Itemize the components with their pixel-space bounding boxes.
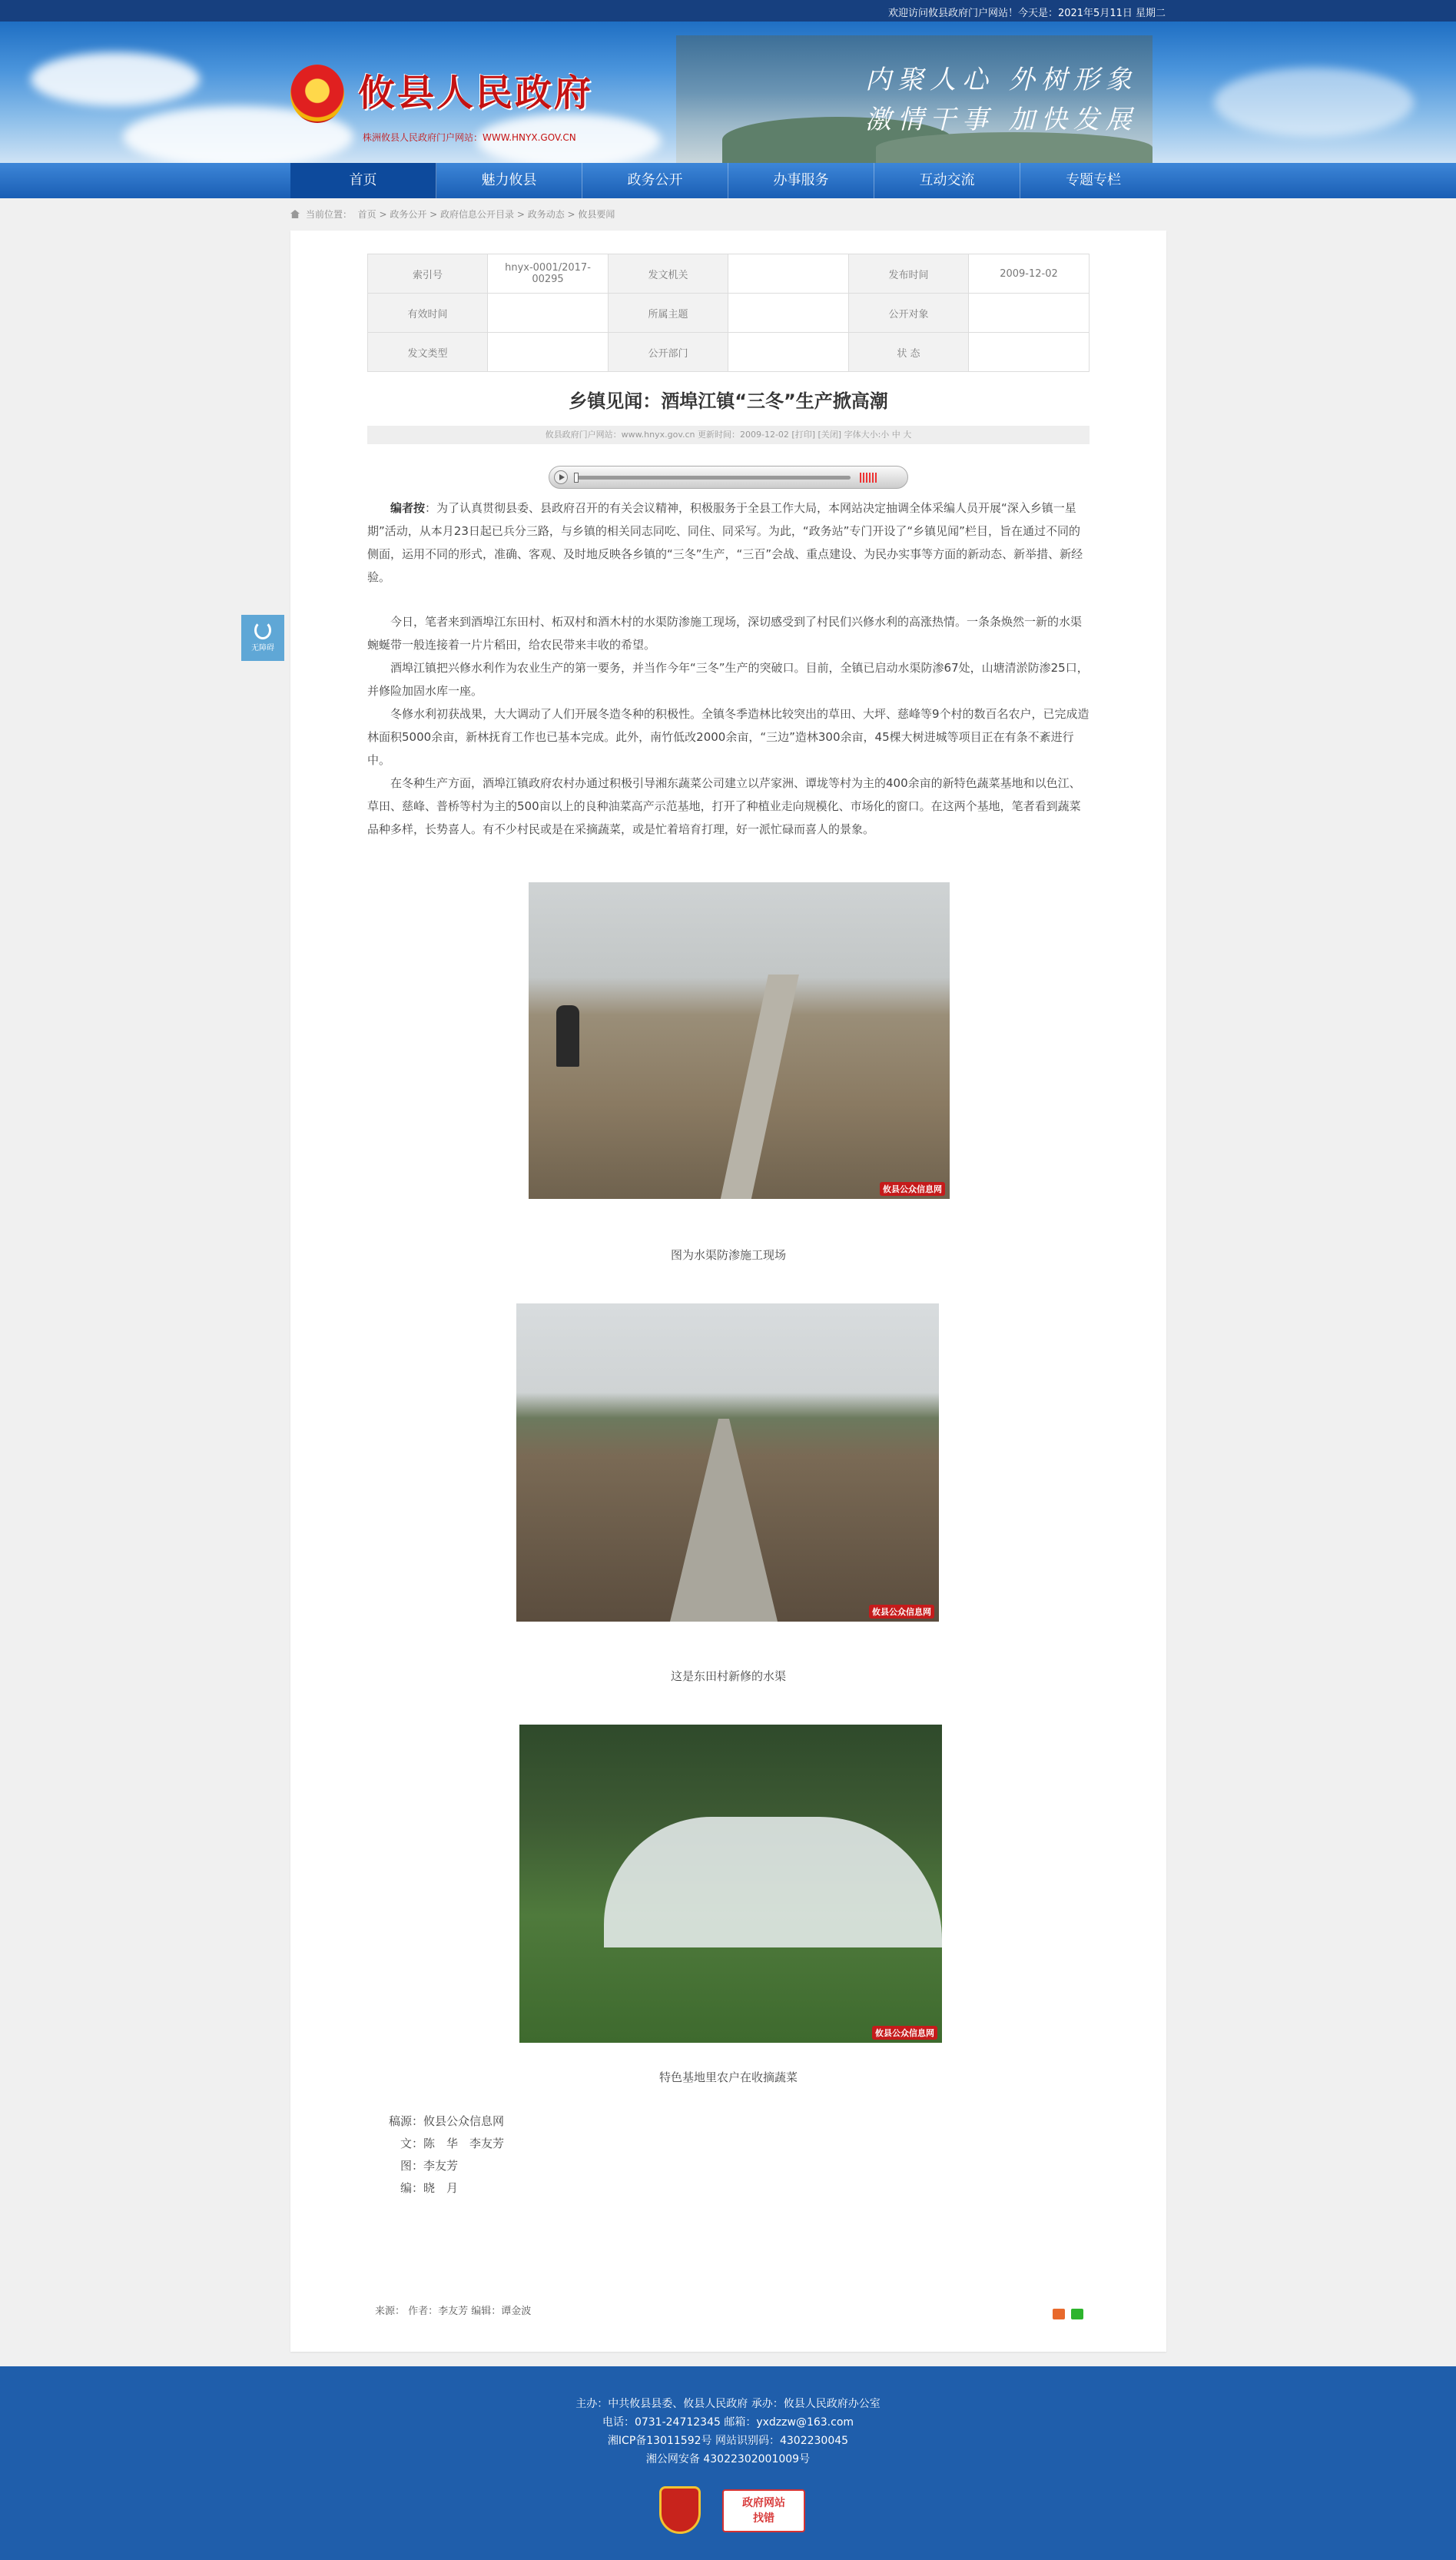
credit-line: 图：李友芳 — [400, 2159, 459, 2173]
site-footer — [0, 2366, 1456, 2560]
source-bar: 来源： 作者：李友芳 编辑：谭金波 — [375, 2306, 532, 2317]
photo-watermark: 攸县公众信息网 — [872, 2026, 937, 2040]
footer-contact: 电话：0731-24712345 邮箱：yxdzzw@163.com — [602, 2416, 854, 2429]
meta-key: 索引号 — [368, 254, 488, 294]
editor-note-text: ：为了认真贯彻县委、县政府召开的有关会议精神，积极服务于全县工作大局，本网站决定抽调全体采编人员开展“深入乡镇一星期”活动，从本月23日起已兵分三路，与乡镇的相关同志同吃、同住、同采写。为此，“政务站”专门开设了“乡镇见闻”栏目，旨在通过不同的侧面，运用不同的形式，准确、客观、及时地反映各乡镇的“三冬”生产，“三百”会战、重点建设、为民办实事等方面的新动态、新举措、新经验。 — [367, 501, 1083, 584]
nav-item-home[interactable]: 首页 — [290, 163, 436, 198]
meta-value — [969, 333, 1090, 372]
article-photo-3 — [519, 1725, 942, 2043]
meta-key: 发文机关 — [609, 254, 728, 294]
meta-key: 发文类型 — [368, 333, 488, 372]
national-emblem-icon — [290, 65, 344, 123]
credit-line: 文：陈 华 李友芳 — [400, 2137, 505, 2150]
meta-value — [488, 294, 609, 333]
meta-key: 有效时间 — [368, 294, 488, 333]
photo-watermark: 攸县公众信息网 — [869, 1605, 934, 1619]
breadcrumb-prefix: 当前位置： — [306, 209, 353, 220]
article-body — [367, 610, 1090, 841]
article-photo-1 — [529, 882, 950, 1199]
slogan-line-1: 内聚人心 外树形象 — [865, 65, 1138, 95]
photo-caption-2: 这是东田村新修的水渠 — [670, 1669, 786, 1683]
volume-bars-icon[interactable] — [860, 473, 878, 483]
meta-value — [728, 254, 849, 294]
progress-handle[interactable] — [574, 473, 579, 483]
welcome-text: 欢迎访问攸县政府门户网站！今天是：2021年5月11日 星期二 — [887, 8, 1166, 19]
play-button[interactable] — [554, 470, 568, 484]
wheelchair-icon — [254, 621, 271, 639]
site-subtitle: 株洲攸县人民政府门户网站：WWW.HNYX.GOV.CN — [363, 132, 576, 143]
paragraph: 酒埠江镇把兴修水利作为农业生产的第一要务，并当作今年“三冬”生产的突破口。目前，全镇已启动水渠防渗67处，山塘清淤防渗25口，并修险加固水库一座。 — [367, 661, 1089, 698]
wechat-share-icon[interactable] — [1071, 2309, 1083, 2319]
meta-value: hnyx-0001/2017-00295 — [488, 254, 609, 294]
meta-value — [969, 294, 1090, 333]
accessibility-button[interactable] — [241, 615, 284, 661]
nav-item-charm[interactable]: 魅力攸县 — [436, 163, 582, 198]
main-nav — [0, 163, 1456, 198]
home-icon — [290, 210, 300, 218]
top-bar — [0, 0, 1456, 22]
meta-key: 公开对象 — [849, 294, 969, 333]
nav-item-special-topics[interactable]: 专题专栏 — [1066, 172, 1121, 188]
editor-note-label: 编者按 — [390, 501, 426, 515]
badge-text: 找错 — [753, 2512, 774, 2525]
editor-note — [367, 496, 1090, 589]
meta-key: 状 态 — [849, 333, 969, 372]
breadcrumb-path[interactable]: 首页 > 政务公开 > 政府信息公开目录 > 政务动态 > 攸县要闻 — [357, 209, 615, 220]
article-photo-2 — [516, 1303, 939, 1622]
footer-icp[interactable]: 湘ICP备13011592号 网站识别码：4302230045 — [607, 2435, 849, 2447]
party-government-badge-icon[interactable] — [659, 2486, 701, 2534]
article-panel — [290, 231, 1166, 2352]
paragraph: 冬修水利初获战果，大大调动了人们开展冬造冬种的积极性。全镇冬季造林比较突出的草田、大坪、慈峰等9个村的数百名农户，已完成造林面积5000余亩，新林抚育工作也已基本完成。此外，南竹低改2000余亩，“三边”造林300余亩，45棵大树进城等项目正在有条不紊进行中。 — [367, 707, 1090, 767]
nav-item-government-affairs[interactable]: 政务公开 — [582, 163, 728, 198]
meta-value — [728, 294, 849, 333]
article-info-bar: 攸县政府门户网站：www.hnyx.gov.cn 更新时间：2009-12-02 [打印] [关闭] 字体大小:小 中 大 — [367, 426, 1090, 444]
progress-track[interactable] — [574, 476, 851, 480]
nav-item-interaction[interactable]: 互动交流 — [874, 163, 1020, 198]
meta-value — [728, 333, 849, 372]
paragraph: 在冬种生产方面，酒埠江镇政府农村办通过积极引导湘东蔬菜公司建立以芹家洲、谭垅等村为主的400余亩的新特色蔬菜基地和以色江、草田、慈峰、普桥等村为主的500亩以上的良种油菜高产示范基地，打开了种植业走向规模化、市场化的窗口。在这两个基地，笔者看到蔬菜品种多样，长势喜人。有不少村民或是在采摘蔬菜，或是忙着培育打理，好一派忙碌而喜人的景象。 — [367, 776, 1081, 836]
article-credits — [389, 2110, 504, 2200]
badge-text: 政府网站 — [742, 2497, 785, 2509]
report-error-badge[interactable] — [722, 2489, 805, 2532]
footer-sponsor: 主办：中共攸县县委、攸县人民政府 承办：攸县人民政府办公室 — [575, 2398, 881, 2410]
credit-line: 编：晓 月 — [400, 2181, 459, 2195]
rss-share-icon[interactable] — [1053, 2309, 1065, 2319]
site-title[interactable]: 攸县人民政府 — [358, 71, 594, 115]
meta-value: 2009-12-02 — [969, 254, 1090, 294]
credit-line: 稿源：攸县公众信息网 — [389, 2114, 505, 2128]
paragraph: 今日，笔者来到酒埠江东田村、柘双村和酒木村的水渠防渗施工现场，深切感受到了村民们兴修水利的高涨热情。一条条焕然一新的水渠蜿蜒带一般连接着一片片稻田，给农民带来丰收的希望。 — [367, 615, 1083, 652]
audio-player — [549, 466, 908, 489]
photo-watermark: 攸县公众信息网 — [880, 1182, 945, 1196]
nav-item-services[interactable]: 办事服务 — [728, 163, 874, 198]
meta-key: 公开部门 — [609, 333, 728, 372]
article-title: 乡镇见闻：酒埠江镇“三冬”生产掀高潮 — [569, 390, 888, 412]
photo-caption-3: 特色基地里农户在收摘蔬菜 — [658, 2070, 798, 2084]
meta-key: 发布时间 — [849, 254, 969, 294]
meta-value — [488, 333, 609, 372]
footer-police-record[interactable]: 湘公网安备 43022302001009号 — [645, 2453, 811, 2465]
photo-caption-1: 图为水渠防渗施工现场 — [670, 1248, 786, 1262]
site-banner — [0, 22, 1456, 163]
breadcrumb — [290, 208, 615, 221]
document-meta-table — [367, 254, 1090, 372]
meta-key: 所属主题 — [609, 294, 728, 333]
accessibility-label: 无障碍 — [251, 644, 274, 652]
slogan-line-2: 激情干事 加快发展 — [865, 105, 1138, 135]
